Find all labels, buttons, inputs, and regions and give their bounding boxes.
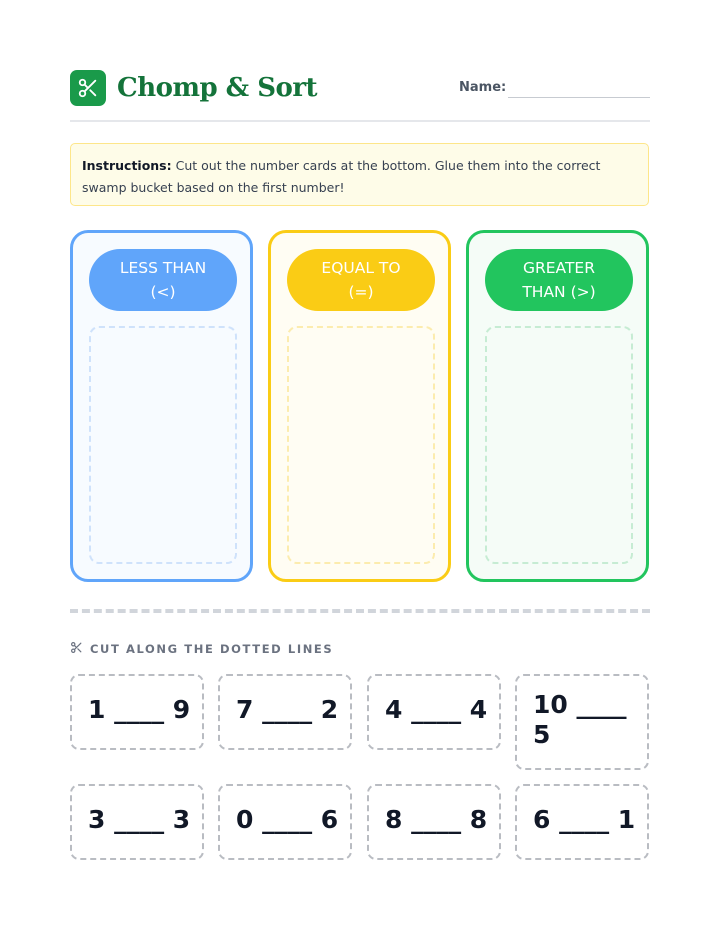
- bucket-label-line: LESS THAN: [119, 259, 207, 277]
- instructions-text: Cut out the number cards at the bottom. Glue them into the correct swamp bucket based on the first number!: [82, 158, 601, 195]
- cut-divider: [70, 609, 650, 613]
- number-card[interactable]: 4 ____ 4: [367, 674, 501, 750]
- bucket-label-line: (<): [150, 283, 176, 301]
- number-card[interactable]: 6 ____ 1: [515, 784, 649, 860]
- number-card[interactable]: 1 ____ 9: [70, 674, 204, 750]
- instructions-heading: Instructions:: [82, 158, 172, 173]
- drop-zone-greater-than[interactable]: [485, 326, 633, 564]
- name-label: Name:: [459, 80, 507, 95]
- bucket-label-line: (=): [348, 283, 374, 301]
- cut-label-text: CUT ALONG THE DOTTED LINES: [90, 642, 334, 656]
- bucket-label-greater-than: [485, 249, 633, 311]
- number-card[interactable]: 3 ____ 3: [70, 784, 204, 860]
- number-card[interactable]: 0 ____ 6: [218, 784, 352, 860]
- drop-zone-less-than[interactable]: [89, 326, 237, 564]
- bucket-greater-than: [466, 230, 649, 582]
- worksheet-header: [70, 70, 650, 106]
- bucket-label-line: EQUAL TO: [321, 259, 401, 277]
- number-card[interactable]: 10 ____ 5: [515, 674, 649, 770]
- scissors-icon: [70, 641, 83, 657]
- bucket-label-line: THAN (>): [522, 283, 596, 301]
- header-divider: [70, 120, 650, 122]
- name-field[interactable]: [508, 97, 650, 98]
- scissors-icon: [70, 70, 106, 106]
- drop-zone-equal-to[interactable]: [287, 326, 435, 564]
- bucket-equal-to: [268, 230, 451, 582]
- page-title: Chomp & Sort: [117, 73, 318, 103]
- bucket-label-less-than: [89, 249, 237, 311]
- number-card[interactable]: 8 ____ 8: [367, 784, 501, 860]
- cut-instructions: [70, 641, 333, 657]
- bucket-label-line: GREATER: [522, 259, 595, 277]
- bucket-less-than: [70, 230, 253, 582]
- number-card[interactable]: 7 ____ 2: [218, 674, 352, 750]
- bucket-label-equal-to: [287, 249, 435, 311]
- instructions-box: [70, 143, 649, 206]
